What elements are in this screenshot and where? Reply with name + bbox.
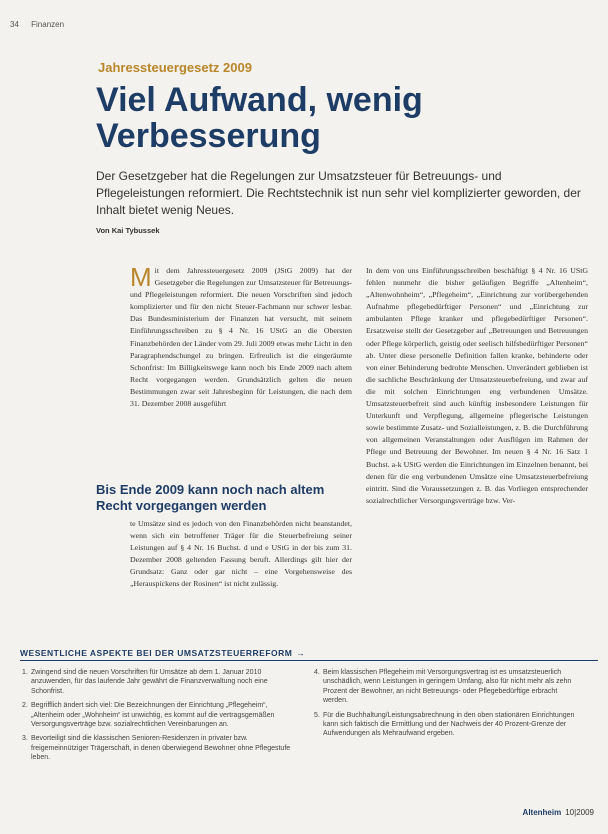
body-text-1: it dem Jahressteuergesetz 2009 (JStG 2009) hat der Gesetzgeber die Regelungen zur Umsatzsteuer für Betreuungs- und Pflegeleistungen reformiert. Die neuen Vorschriften sind jedoch komplizierter und für den nicht Steuer-Fachmann nur schwer lesbar. Das Bundesministerium der Finanzen hat versucht, mit seinem Einführungsschreiben zu § 4 Nr. 16 UStG an die Obersten Finanzbehörden der Länder vom 29. Juli 2009 etwas mehr Licht in den Paragraphendschungel zu bringen. Erfreulich ist die eingeräumte Schonfrist: Im Billigkeitswege kann noch bis Ende 2009 nach altem Recht vorgegangen werden. Grundsätzlich gelten die neuen Bestimmungen zwar seit Jahresbeginn für Leistungen, die nach dem 31. Dezember 2008 ausgeführt [130,266,352,409]
item-text: Begrifflich ändert sich viel: Die Bezeichnungen der Einrichtung „Pflegeheim“, „Altenheim oder „Wohnheim“ ist unwichtig, es kommt auf die vertragsgemäßen Versorgungsverträge bzw. sozialrechtlichen Vereinbarungen an. [31,702,275,729]
info-box-title-text: WESENTLICHE ASPEKTE BEI DER UMSATZSTEUERREFORM [20,648,293,658]
body-column-1-top [130,262,352,410]
list-item [22,734,292,762]
item-text: Für die Buchhaltung/Leistungsabrechnung in den oben stationären Einrichtungen kann sich faktisch die Ermittlung und der Nachweis der 40 Prozent-Grenze der Aufwendungen als Mehraufwand ergeben. [323,711,575,738]
body-column-2: In dem von uns Einführungsschreiben beschäftigt § 4 Nr. 16 UStG fehlen nunmehr die bisher geläufigen Begriffe „Altenheim“, „Altenwohnheim“, „Pflegeheim“, „Einrichtung zur vorübergehenden Aufnahme pflegebedürftiger Personen“ und „Einrichtung zur ambulanten Pflege kranker und pflegebedürftiger Personen“. Ersatzweise stellt der Gesetzgeber auf „Betreuungen und Betreuungen oder Pflege körperlich, geistig oder seelisch hilfsbedürftiger Personen“ ab. Unter diese personelle Definition fallen kranke, behinderte oder von einer Behinderung bedrohte Menschen. Unverändert geblieben ist die sachliche Beschränkung der Umsatzsteuerbefreiung, und zwar auf die mit solchen Einrichtungen eng verbundenen Umsätze. Umsatzsteuerbefreit sind auch künftig insbesondere Leistungen für Unterkunft und Verpflegung, allgemeine pflegerische Leistungen sowie bestimmte Zusatz- und Sozialleistungen, z. B. die Durchführung von allgemeinen Veranstaltungen oder Ausflügen im Rahmen der Pflege und Betreuung der Bewohner. Im neuen § 4 Nr. 16 Satz 1 Buchst. a-k UStG werden die Einrichtungen im Einzelnen benannt, bei denen für die eng verbundenen Umsätze eine Umsatzsteuerbefreiung eintritt. Sind die Voraussetzungen z. B. das Vorliegen entsprechender sozialrechtlicher Versorgungsverträge bzw. Ver- [366,266,588,505]
article-title: Viel Aufwand, wenig Verbesserung [96,81,423,155]
page-header [10,20,64,29]
item-number: 5. [314,711,320,719]
section-label: Finanzen [31,20,65,29]
author-byline: Von Kai Tybussek [96,226,160,235]
kicker: Jahressteuergesetz 2009 [98,60,252,75]
item-text: Beim klassischen Pflegeheim mit Versorgungsvertrag ist es umsatzsteuerlich unschädlich, wenn Leistungen in geringem Umfang, also für nicht mehr als zehn Prozent der Bewohner, an nicht Betreuungs- oder Pflegebedürftige erbracht werden. [323,669,572,705]
item-number: 3. [22,735,28,743]
list-item [22,668,292,696]
page-number: 34 [10,20,19,29]
item-number: 4. [314,669,320,676]
item-text: Zwingend sind die neuen Vorschriften für Umsätze ab dem 1. Januar 2010 anzuwenden, für das laufende Jahr gewährt die Finanzverwaltung noch eine Schonfrist. [31,669,268,695]
item-number: 1. [22,669,28,676]
info-box-title [20,648,598,661]
issue-number: 10|2009 [565,808,594,817]
magazine-name: Altenheim [522,808,562,817]
list-item [314,711,584,739]
item-number: 2. [22,702,28,710]
item-text: Bevorteiligt sind die klassischen Senioren-Residenzen in privater bzw. freigemeinnütziger Trägerschaft, in denen überwiegend Bewohner ohne Pflegestufe leben. [31,735,291,762]
info-box-left [22,668,292,768]
list-item [314,668,584,706]
arrow-right-icon: → [296,648,306,658]
subheading: Bis Ende 2009 kann noch nach altem Recht vorgegangen werden [96,482,325,513]
dropcap: M [130,262,152,292]
info-box-right [314,668,584,744]
page-footer [523,808,594,817]
list-item [22,701,292,729]
body-column-1-bottom: te Umsätze sind es jedoch von den Finanzbehörden nicht beanstandet, wenn sich ein betroffener Träger für die Steuerbefreiung seiner Leistungen auf § 4 Nr. 16 Buchst. d und e UStG in der bis zum 31. Dezember 2008 geltenden Fassung beruft. Allerdings gilt hier der Grundsatz: Ganz oder gar nicht – eine Vorgehensweise des „Herauspickens der Rosinen“ ist nicht zulässig. [130,519,352,589]
article-lead: Der Gesetzgeber hat die Regelungen zur Umsatzsteuer für Betreuungs- und Pflegeleistungen reformiert. Die Rechtstechnik ist nun sehr viel komplizierter geworden, der Inhalt bietet wenig Neues. [96,169,581,217]
